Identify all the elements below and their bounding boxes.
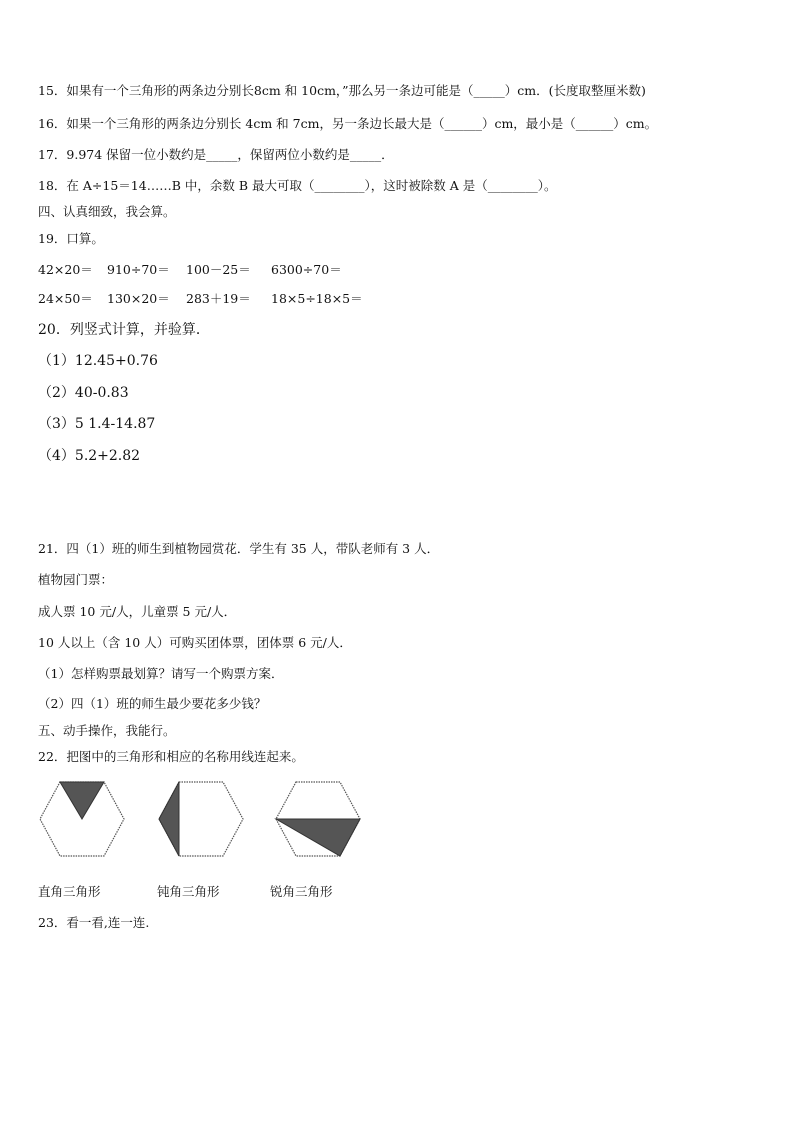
section-4-heading: 四、认真细致，我会算。	[38, 204, 176, 219]
ticket-prices: 成人票 10 元/人，儿童票 5 元/人．	[38, 604, 237, 619]
question-21-part-1: （1）怎样购票最划算？请写一个购票方案．	[38, 666, 284, 681]
question-21: 21．四（1）班的师生到植物园赏花．学生有 35 人，带队老师有 3 人．	[38, 541, 440, 556]
group-ticket-rule: 10 人以上（含 10 人）可购买团体票，团体票 6 元/人．	[38, 635, 352, 650]
question-16: 16．如果一个三角形的两条边分别长 4cm 和 7cm，另一条边长最大是（______）cm，最小是（______）cm。	[38, 116, 658, 131]
vertical-calc-item-4: （4）5.2+2.82	[38, 448, 141, 464]
oral-calc-item: 18×5÷18×5＝	[271, 291, 363, 306]
section-5-heading: 五、动手操作，我能行。	[38, 723, 176, 738]
ticket-heading: 植物园门票：	[38, 572, 114, 587]
vertical-calc-item-2: （2）40-0.83	[38, 385, 129, 401]
label-acute-triangle: 锐角三角形	[270, 884, 333, 899]
hexagon-figure-1	[38, 780, 126, 858]
question-22: 22．把图中的三角形和相应的名称用线连起来。	[38, 749, 304, 764]
hexagon-figure-3	[274, 780, 362, 858]
oral-calc-item: 910÷70＝	[107, 262, 170, 277]
question-19: 19．口算。	[38, 231, 104, 246]
question-20: 20．列竖式计算，并验算．	[38, 322, 210, 338]
oral-calc-item: 283＋19＝	[186, 291, 251, 306]
vertical-calc-item-3: （3）5 1.4-14.87	[38, 416, 156, 432]
hexagon-figure-2	[157, 780, 245, 858]
oral-calc-item: 130×20＝	[107, 291, 170, 306]
question-23: 23．看一看,连一连.	[38, 915, 150, 930]
oral-calc-item: 6300÷70＝	[271, 262, 342, 277]
question-18: 18．在 A÷15＝14……B 中，余数 B 最大可取（________），这时被除数 A 是（________）。	[38, 178, 557, 193]
oral-calc-item: 100－25＝	[186, 262, 251, 277]
label-obtuse-triangle: 钝角三角形	[157, 884, 220, 899]
question-21-part-2: （2）四（1）班的师生最少要花多少钱？	[38, 696, 267, 711]
shaded-triangle	[159, 782, 179, 856]
question-17: 17．9.974 保留一位小数约是_____，保留两位小数约是_____．	[38, 147, 394, 162]
label-right-triangle: 直角三角形	[38, 884, 101, 899]
vertical-calc-item-1: （1）12.45+0.76	[38, 353, 158, 369]
question-15: 15．如果有一个三角形的两条边分别长8cm 和 10cm，”那么另一条边可能是（_____）cm．(长度取整厘米数)	[38, 83, 646, 98]
oral-calc-item: 42×20＝	[38, 262, 93, 277]
oral-calc-item: 24×50＝	[38, 291, 93, 306]
